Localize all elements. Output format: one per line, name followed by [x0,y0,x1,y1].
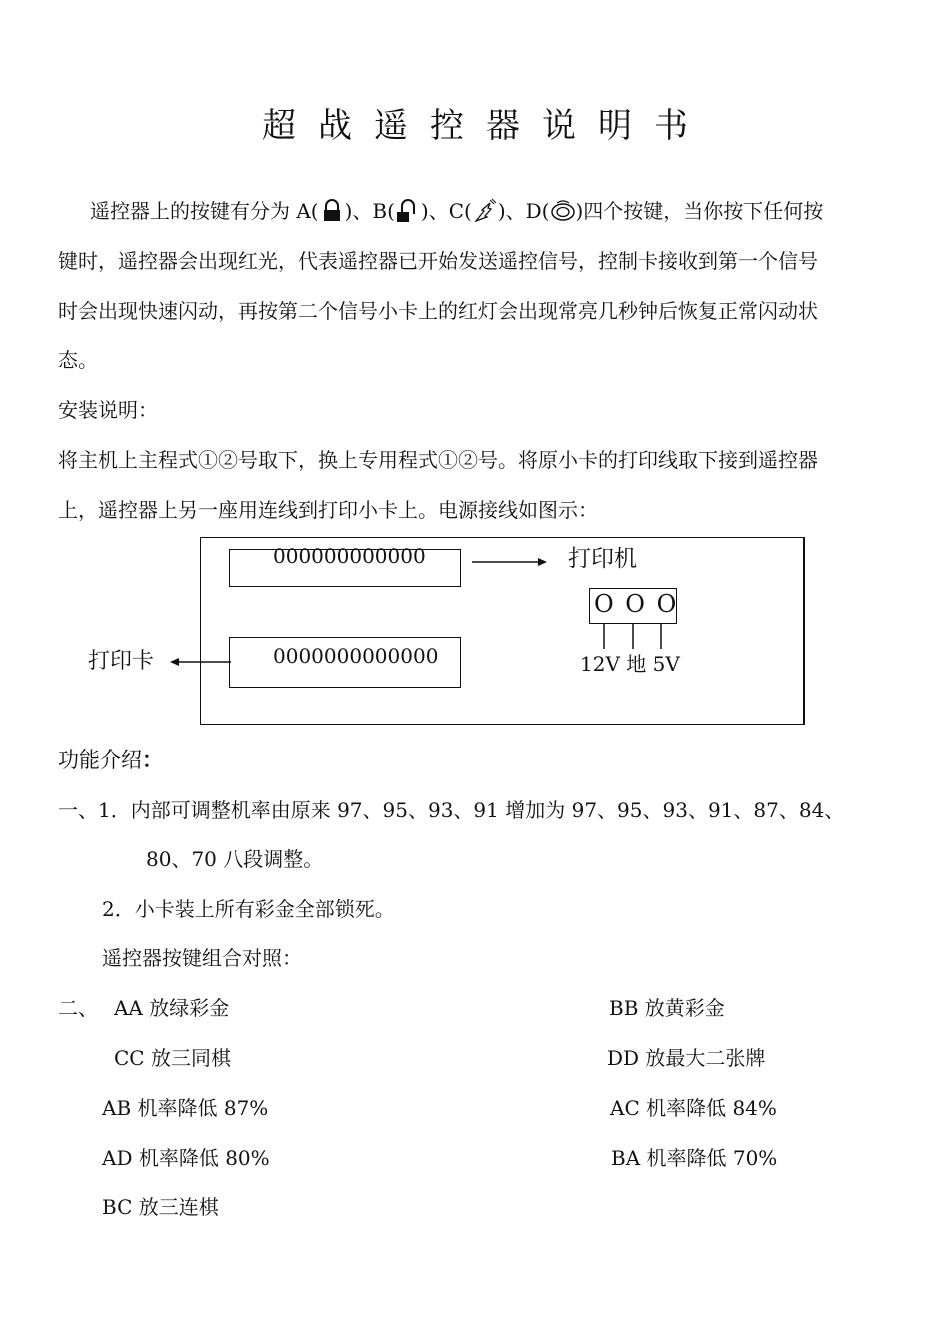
install-line-1: 将主机上主程式①②号取下，换上专用程式①②号。将原小卡的打印线取下接到遥控器 [58,448,818,472]
functions-heading-colon: ： [142,747,163,772]
combo-ab: AB 机率降低 87% [102,1096,269,1120]
function-item-1-line-2: 80、70 八段调整。 [146,847,324,871]
function-item-1-line-1: 一、1．内部可调整机率由原来 97、95、93、91 增加为 97、95、93、91、87、84、 [58,798,845,822]
arrow-right-icon [470,553,550,571]
section-two-prefix: 二、 [58,996,98,1020]
printer-label: 打印机 [568,546,637,572]
combos-heading: 遥控器按键组合对照： [102,946,302,970]
connector-leads [590,624,680,650]
combo-dd: DD 放最大二张牌 [607,1046,766,1070]
intro-line-1 [90,198,823,224]
print-card-label: 打印卡 [88,649,155,674]
combo-ba: BA 机率降低 70% [611,1146,778,1170]
install-heading: 安装说明： [58,398,158,422]
combo-ad: AD 机率降低 80% [102,1146,270,1170]
lock-open-icon [395,198,421,222]
power-pin-labels: 12V 地 5V [580,652,680,676]
intro-text-b: )、B( [344,199,395,223]
intro-text-a: 遥控器上的按键有分为 A( [90,199,319,223]
intro-text-e: )四个按键，当你按下任何按 [575,199,824,223]
combo-bc: BC 放三连棋 [102,1195,219,1219]
install-line-2: 上，遥控器上另一座用连线到打印小卡上。电源接线如图示： [58,498,598,522]
function-item-2: 2．小卡装上所有彩金全部锁死。 [102,897,395,921]
intro-line-4: 态。 [58,348,98,372]
intro-line-2: 键时，遥控器会出现红光，代表遥控器已开始发送遥控信号，控制卡接收到第一个信号 [58,249,818,273]
page-title: 超战遥控器说明书 [262,106,710,146]
intro-line-3: 时会出现快速闪动，再按第二个信号小卡上的红灯会出现常亮几秒钟后恢复正常闪动状 [58,299,818,323]
power-connector-pins: O O O [594,590,679,618]
combo-ac: AC 机率降低 84% [610,1096,777,1120]
arrow-left-icon [168,653,234,671]
intro-text-d: )、D( [497,199,550,223]
top-port-digits: 000000000000 [273,544,426,568]
functions-heading-text: 功能介绍 [58,748,142,772]
combo-aa: AA 放绿彩金 [114,996,230,1020]
lock-closed-icon [319,198,345,222]
combo-bb: BB 放黄彩金 [609,996,725,1020]
alarm-icon [549,198,575,222]
bottom-port-digits: 0000000000000 [273,644,439,668]
functions-heading [58,744,163,774]
lightning-icon [472,198,498,222]
combo-cc: CC 放三同棋 [114,1046,231,1070]
intro-text-c: )、C( [420,199,472,223]
